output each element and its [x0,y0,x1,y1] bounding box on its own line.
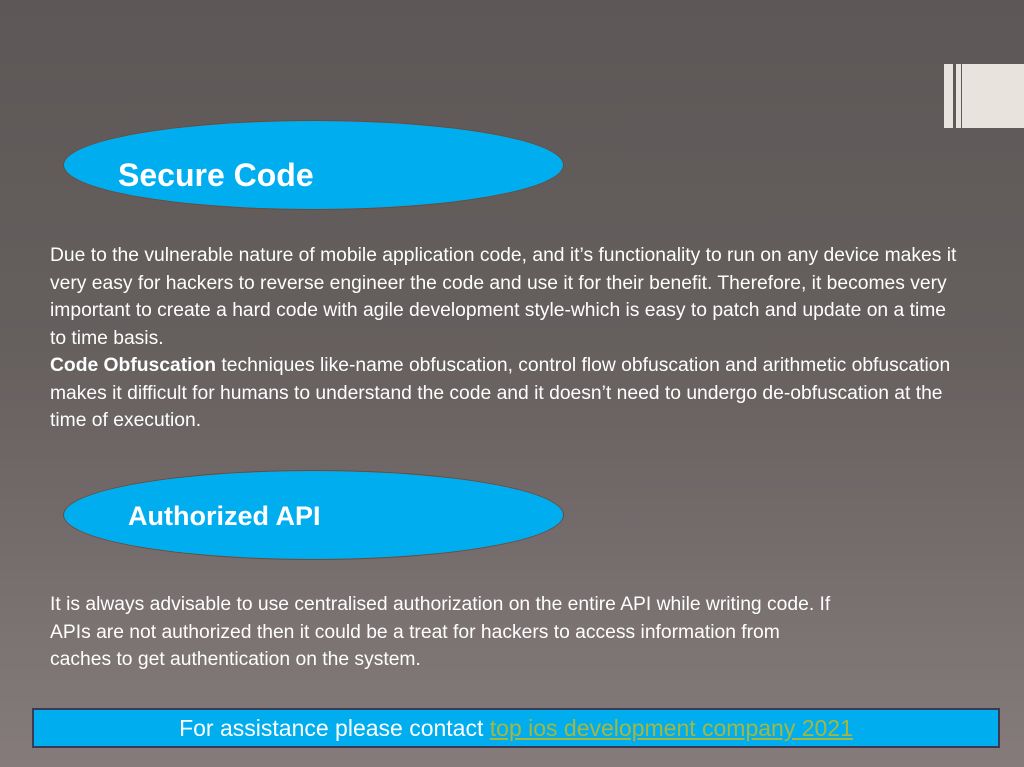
code-obfuscation-term: Code Obfuscation [50,355,217,376]
decorative-box [962,64,1024,128]
secure-code-heading: Secure Code [118,157,314,193]
authorized-api-heading: Authorized API [128,501,321,531]
authorized-api-line: It is always advisable to use centralised authorization on the entire API while writing code. If [50,594,831,615]
code-obfuscation-description: techniques like-name obfuscation, control flow obfuscation and arithmetic obfuscation makes it difficult for humans to understand the code and it doesn’t need to undergo de-obfuscation at the time of execution. [50,355,951,431]
secure-code-paragraph: Due to the vulnerable nature of mobile application code, and it’s functionality to run on any device makes it very easy for hackers to reverse engineer the code and use it for their benefit. Therefore, it becomes very important to create a hard code with agile development style-which is easy to patch and update on a time to time basis. [50,245,957,349]
authorized-api-line: APIs are not authorized then it could be a treat for hackers to access information from [50,621,780,643]
decorative-bar [944,64,953,128]
contact-text: For assistance please contact [179,715,490,741]
contact-banner [32,708,1000,748]
authorized-api-line: caches to get authentication on the system. [50,649,421,670]
authorized-api-heading-shape [63,470,564,560]
decorative-bar [956,64,961,128]
authorized-api-text [50,591,1005,674]
secure-code-text [50,242,965,435]
contact-link[interactable]: top ios development company 2021 [489,715,853,741]
secure-code-heading-shape [63,120,564,210]
